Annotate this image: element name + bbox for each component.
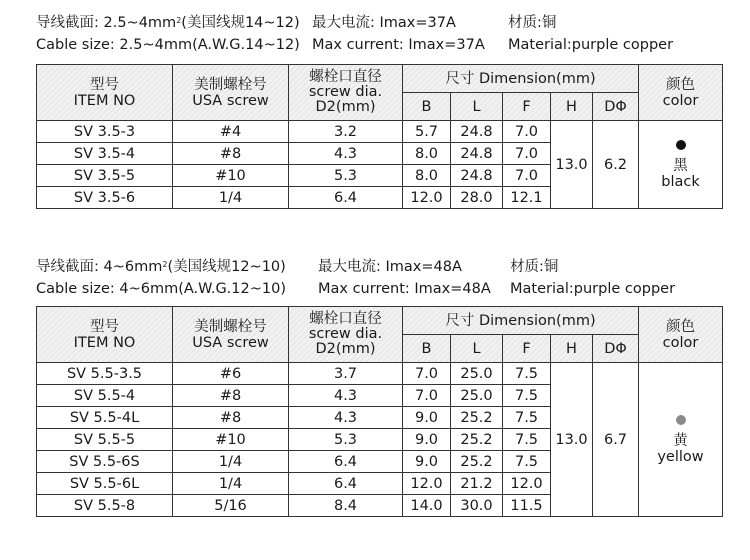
table2-color-header — [639, 307, 723, 363]
table2-f-header: F — [503, 335, 551, 363]
f-cell: 11.5 — [503, 495, 551, 517]
table2-cable-en: Cable size: 4~6mm(A.W.G.12~10) — [36, 281, 286, 297]
table2-info-cn-line — [36, 256, 736, 278]
table2-dia-header-unit: D2(mm) — [315, 341, 376, 357]
table1-color-header-en: color — [662, 92, 699, 109]
table2-h-value: 13.0 — [551, 363, 593, 517]
table2-h-header: H — [551, 335, 593, 363]
f-cell: 7.5 — [503, 407, 551, 429]
item-cell: SV 5.5-3.5 — [37, 363, 173, 385]
screw-cell: #10 — [173, 165, 289, 187]
table1-b-header: B — [403, 93, 451, 121]
table2-color-header-cn: 颜色 — [666, 318, 695, 335]
table2-header-row-1 — [37, 307, 723, 335]
table2-dimension-header: 尺寸 Dimension(mm) — [403, 307, 639, 335]
table1-info-cn-line — [36, 12, 736, 34]
l-cell: 21.2 — [451, 473, 503, 495]
table1-dia-header-en: screw dia. — [308, 84, 383, 100]
b-cell: 14.0 — [403, 495, 451, 517]
table-row — [37, 121, 723, 143]
table1-cable-cn-sup: 2 — [176, 16, 182, 25]
table1-d-header: DΦ — [593, 93, 639, 121]
item-cell: SV 3.5-4 — [37, 143, 173, 165]
table1-screw-header-en: USA screw — [192, 92, 269, 109]
l-cell: 25.0 — [451, 385, 503, 407]
b-cell: 9.0 — [403, 407, 451, 429]
f-cell: 7.5 — [503, 363, 551, 385]
item-cell: SV 3.5-5 — [37, 165, 173, 187]
f-cell: 7.5 — [503, 385, 551, 407]
l-cell: 25.2 — [451, 451, 503, 473]
d2-cell: 3.2 — [289, 121, 403, 143]
table2-info-en-line — [36, 278, 736, 300]
table2-info — [36, 256, 736, 300]
table1-cable-en: Cable size: 2.5~4mm(A.W.G.14~12) — [36, 37, 300, 53]
item-cell: SV 5.5-5 — [37, 429, 173, 451]
table1-material-en: Material:purple copper — [508, 37, 674, 53]
table1-dia-header — [289, 65, 403, 121]
table2-dia-header-cn: 螺栓口直径 — [309, 311, 382, 327]
item-cell: SV 5.5-8 — [37, 495, 173, 517]
table2 — [36, 306, 723, 517]
item-cell: SV 5.5-6L — [37, 473, 173, 495]
screw-cell: #8 — [173, 143, 289, 165]
table2-current-cn: 最大电流: Imax=48A — [318, 259, 462, 275]
table2-color-cn: 黄 — [673, 432, 688, 449]
screw-cell: 1/4 — [173, 473, 289, 495]
screw-cell: #6 — [173, 363, 289, 385]
l-cell: 30.0 — [451, 495, 503, 517]
table1-current-cn: 最大电流: Imax=37A — [312, 15, 456, 31]
item-cell: SV 3.5-6 — [37, 187, 173, 209]
d2-cell: 6.4 — [289, 451, 403, 473]
table1-l-header: L — [451, 93, 503, 121]
table1-cable-cn-text: 导线截面: 2.5~4mm — [36, 15, 177, 31]
table2-cable-cn-text: 导线截面: 4~6mm — [36, 259, 163, 275]
table1-color-en: black — [661, 173, 700, 190]
item-cell: SV 5.5-6S — [37, 451, 173, 473]
table1-item-header-cn: 型号 — [90, 76, 119, 93]
d2-cell: 6.4 — [289, 187, 403, 209]
table1-color-cn: 黑 — [673, 157, 688, 174]
d2-cell: 3.7 — [289, 363, 403, 385]
table1-screw-header-cn: 美制螺栓号 — [194, 76, 267, 93]
table2-color-cell — [639, 363, 723, 517]
item-cell: SV 5.5-4 — [37, 385, 173, 407]
screw-cell: 1/4 — [173, 187, 289, 209]
item-cell: SV 5.5-4L — [37, 407, 173, 429]
table1-color-header-cn: 颜色 — [666, 76, 695, 93]
table2-item-header-en: ITEM NO — [73, 334, 136, 351]
table1-current-en: Max current: Imax=37A — [312, 37, 485, 53]
b-cell: 7.0 — [403, 363, 451, 385]
b-cell: 8.0 — [403, 143, 451, 165]
color-dot-icon — [676, 415, 686, 425]
b-cell: 5.7 — [403, 121, 451, 143]
b-cell: 12.0 — [403, 473, 451, 495]
table2-material-en: Material:purple copper — [510, 281, 676, 297]
table1-header-row-1 — [37, 65, 723, 93]
table1 — [36, 64, 723, 209]
d2-cell: 6.4 — [289, 473, 403, 495]
screw-cell: #10 — [173, 429, 289, 451]
table2-screw-header-cn: 美制螺栓号 — [194, 318, 267, 335]
table2-color-en: yellow — [657, 448, 704, 465]
table2-item-header — [37, 307, 173, 363]
table2-l-header: L — [451, 335, 503, 363]
d2-cell: 5.3 — [289, 429, 403, 451]
table2-screw-header-en: USA screw — [192, 334, 269, 351]
table2-current-en: Max current: Imax=48A — [318, 281, 491, 297]
table2-dia-header-en: screw dia. — [308, 326, 383, 342]
screw-cell: 5/16 — [173, 495, 289, 517]
f-cell: 7.0 — [503, 121, 551, 143]
table1-dia-header-cn: 螺栓口直径 — [309, 69, 382, 85]
table2-screw-header — [173, 307, 289, 363]
table2-material-cn: 材质:铜 — [510, 259, 559, 275]
l-cell: 25.2 — [451, 407, 503, 429]
table2-b-header: B — [403, 335, 451, 363]
table1-cable-cn — [36, 12, 300, 34]
f-cell: 12.1 — [503, 187, 551, 209]
d2-cell: 4.3 — [289, 385, 403, 407]
b-cell: 7.0 — [403, 385, 451, 407]
l-cell: 24.8 — [451, 165, 503, 187]
table2-color-header-en: color — [662, 334, 699, 351]
table1-color-cell — [639, 121, 723, 209]
screw-cell: #8 — [173, 407, 289, 429]
table1-d-value: 6.2 — [593, 121, 639, 209]
table1-cable-cn-tail: (美国线规14~12) — [181, 15, 300, 31]
table-row — [37, 363, 723, 385]
d2-cell: 5.3 — [289, 165, 403, 187]
table1-dia-header-unit: D2(mm) — [315, 99, 376, 115]
f-cell: 7.0 — [503, 143, 551, 165]
table2-cable-cn — [36, 256, 286, 278]
table1-info — [36, 12, 736, 56]
l-cell: 24.8 — [451, 121, 503, 143]
table2-cable-cn-tail: (美国线规12~10) — [167, 259, 286, 275]
f-cell: 7.5 — [503, 451, 551, 473]
table2-d-header: DΦ — [593, 335, 639, 363]
table1-color-header — [639, 65, 723, 121]
color-dot-icon — [676, 140, 686, 150]
b-cell: 9.0 — [403, 451, 451, 473]
screw-cell: #8 — [173, 385, 289, 407]
table1-h-value: 13.0 — [551, 121, 593, 209]
screw-cell: #4 — [173, 121, 289, 143]
table1-h-header: H — [551, 93, 593, 121]
b-cell: 12.0 — [403, 187, 451, 209]
table1-info-en-line — [36, 34, 736, 56]
table1-item-header — [37, 65, 173, 121]
table2-cable-cn-sup: 2 — [162, 260, 168, 269]
table2-dia-header — [289, 307, 403, 363]
b-cell: 9.0 — [403, 429, 451, 451]
d2-cell: 4.3 — [289, 407, 403, 429]
table1-dimension-header: 尺寸 Dimension(mm) — [403, 65, 639, 93]
f-cell: 7.5 — [503, 429, 551, 451]
table1-item-header-en: ITEM NO — [73, 92, 136, 109]
l-cell: 24.8 — [451, 143, 503, 165]
d2-cell: 8.4 — [289, 495, 403, 517]
l-cell: 25.2 — [451, 429, 503, 451]
l-cell: 28.0 — [451, 187, 503, 209]
d2-cell: 4.3 — [289, 143, 403, 165]
item-cell: SV 3.5-3 — [37, 121, 173, 143]
table2-d-value: 6.7 — [593, 363, 639, 517]
table2-item-header-cn: 型号 — [90, 318, 119, 335]
l-cell: 25.0 — [451, 363, 503, 385]
table1-screw-header — [173, 65, 289, 121]
f-cell: 12.0 — [503, 473, 551, 495]
f-cell: 7.0 — [503, 165, 551, 187]
screw-cell: 1/4 — [173, 451, 289, 473]
table1-material-cn: 材质:铜 — [508, 15, 557, 31]
table1-f-header: F — [503, 93, 551, 121]
b-cell: 8.0 — [403, 165, 451, 187]
